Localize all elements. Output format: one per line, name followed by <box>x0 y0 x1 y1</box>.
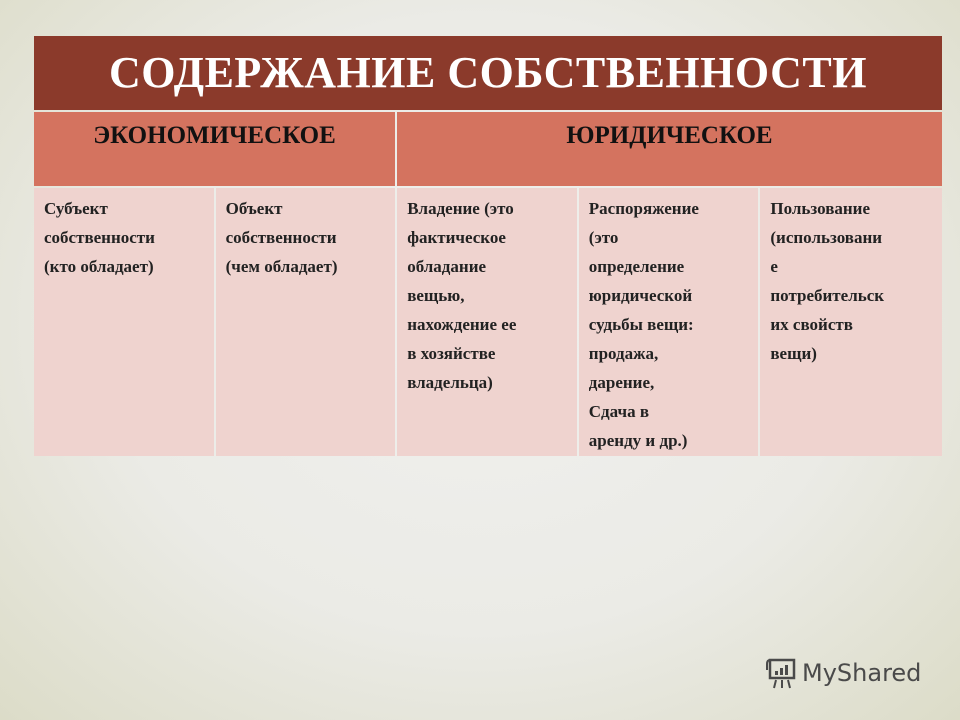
header-economic: ЭКОНОМИЧЕСКОЕ <box>34 112 395 186</box>
presentation-board-icon <box>766 656 796 690</box>
cell-object: Объект собственности (чем обладает) <box>216 188 396 456</box>
cell-disposal: Распоряжение (это определение юридической судьбы вещи: продажа, дарение, Сдача в аренду и др.) <box>579 188 759 456</box>
ownership-table <box>34 36 942 456</box>
cell-subject: Субъект собственности (кто обладает) <box>34 188 214 456</box>
watermark-logo <box>766 656 921 690</box>
table-row <box>34 188 942 456</box>
cell-use: Пользование (использовани е потребительск их свойств вещи) <box>760 188 942 456</box>
watermark-text: MyShared <box>802 659 922 687</box>
cell-possession: Владение (это фактическое обладание вещью, нахождение ее в хозяйстве владельца) <box>397 188 577 456</box>
header-row <box>34 112 942 186</box>
header-legal: ЮРИДИЧЕСКОЕ <box>397 112 942 186</box>
slide-title: СОДЕРЖАНИЕ СОБСТВЕННОСТИ <box>34 36 942 110</box>
